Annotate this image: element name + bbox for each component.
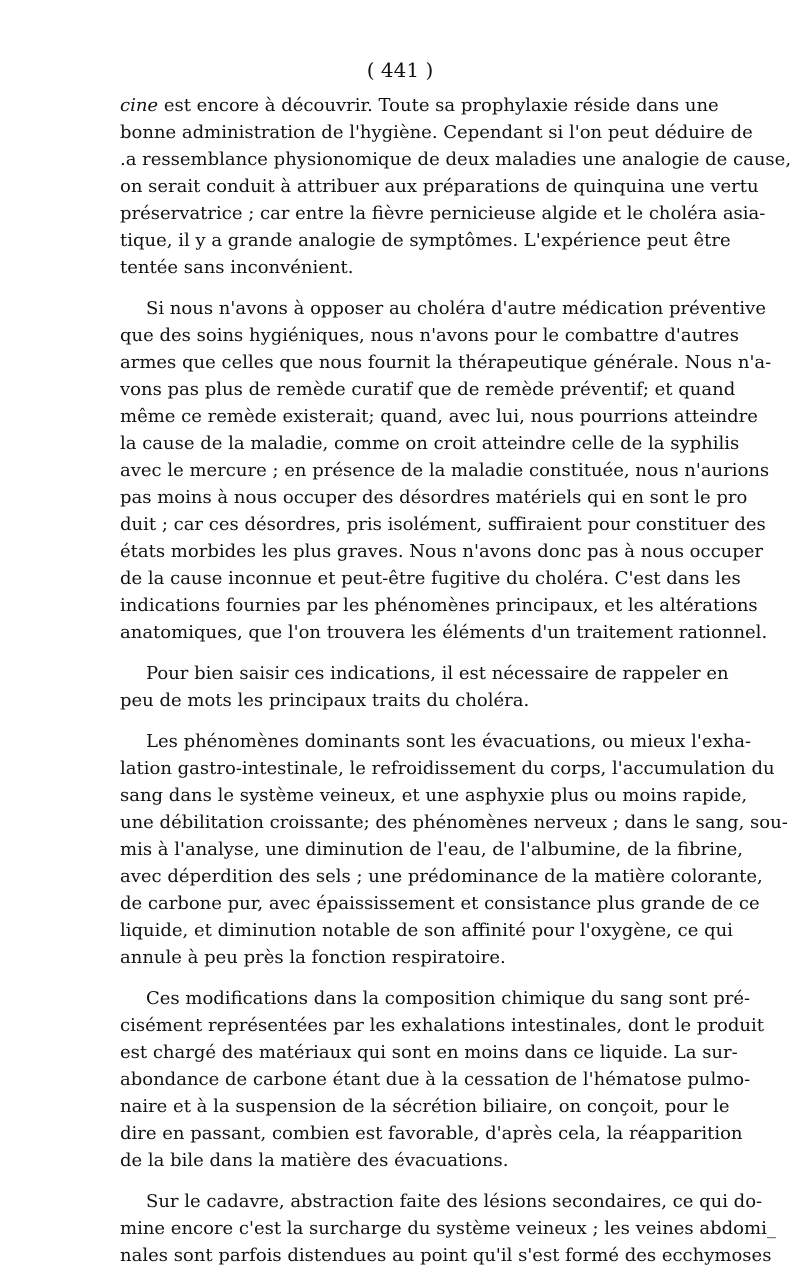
paragraph-5: [120, 985, 764, 1174]
paragraph-line: Pour bien saisir ces indications, il est nécessaire de rappeler en: [146, 663, 729, 684]
paragraph-line: [120, 92, 719, 119]
paragraph-line: de la bile dans la matière des évacuations.: [120, 1150, 509, 1171]
paragraph-line: liquide, et diminution notable de son affinité pour l'oxygène, ce qui: [120, 920, 733, 941]
paragraph-line: lation gastro-intestinale, le refroidissement du corps, l'accumulation du: [120, 758, 775, 779]
paragraph-line: vons pas plus de remède curatif que de remède préventif; et quand: [120, 379, 736, 400]
paragraph-line: peu de mots les principaux traits du choléra.: [120, 690, 530, 711]
paragraph-line: indications fournies par les phénomènes principaux, et les altérations: [120, 595, 758, 616]
paragraph-line: sang dans le système veineux, et une asphyxie plus ou moins rapide,: [120, 785, 748, 806]
paragraph-line: Si nous n'avons à opposer au choléra d'autre médication préventive: [146, 298, 766, 319]
paragraph-4: [120, 728, 788, 971]
page-number: ( 441 ): [366, 58, 434, 82]
paragraph-line: Les phénomènes dominants sont les évacuations, ou mieux l'exha-: [146, 731, 752, 752]
paragraph-line: dire en passant, combien est favorable, d'après cela, la réapparition: [120, 1123, 743, 1144]
paragraph-line: abondance de carbone étant due à la cessation de l'hématose pulmo-: [120, 1069, 751, 1090]
paragraph-line: tique, il y a grande analogie de symptômes. L'expérience peut être: [120, 230, 731, 251]
paragraph-line: .a ressemblance physionomique de deux maladies une analogie de cause,: [120, 149, 792, 170]
paragraph-6: [120, 1188, 776, 1269]
paragraph-line: que des soins hygiéniques, nous n'avons pour le combattre d'autres: [120, 325, 739, 346]
book-page: [120, 56, 792, 1283]
paragraph-line: duit ; car ces désordres, pris isolément, suffiraient pour constituer des: [120, 514, 766, 535]
paragraph-line: une débilitation croissante; des phénomènes nerveux ; dans le sang, sou-: [120, 812, 788, 833]
paragraph-line: mis à l'analyse, une diminution de l'eau, de l'albumine, de la fibrine,: [120, 839, 743, 860]
paragraph-line: états morbides les plus graves. Nous n'avons donc pas à nous occuper: [120, 541, 764, 562]
paragraph-line: avec le mercure ; en présence de la maladie constituée, nous n'aurions: [120, 460, 770, 481]
paragraph-line: tentée sans inconvénient.: [120, 257, 354, 278]
paragraph-line: pas moins à nous occuper des désordres matériels qui en sont le pro: [120, 487, 748, 508]
paragraph-2: [120, 295, 772, 646]
paragraph-line: cisément représentées par les exhalations intestinales, dont le produit: [120, 1015, 764, 1036]
line-text: est encore à découvrir. Toute sa prophylaxie réside dans une: [158, 95, 719, 116]
paragraph-line: de carbone pur, avec épaississement et consistance plus grande de ce: [120, 893, 760, 914]
paragraph-line: de la cause inconnue et peut-être fugitive du choléra. C'est dans les: [120, 568, 741, 589]
paragraph-line: nales sont parfois distendues au point qu'il s'est formé des ecchymoses: [120, 1245, 772, 1266]
paragraph-line: naire et à la suspension de la sécrétion biliaire, on conçoit, pour le: [120, 1096, 730, 1117]
paragraph-line: annule à peu près la fonction respiratoire.: [120, 947, 506, 968]
paragraph-line: Sur le cadavre, abstraction faite des lésions secondaires, ce qui do-: [146, 1191, 763, 1212]
paragraph-line: avec déperdition des sels ; une prédominance de la matière colorante,: [120, 866, 763, 887]
italic-word: cine: [120, 95, 159, 116]
paragraph-3: [120, 660, 729, 714]
paragraph-line: même ce remède existerait; quand, avec lui, nous pourrions atteindre: [120, 406, 758, 427]
paragraph-line: armes que celles que nous fournit la thérapeutique générale. Nous n'a-: [120, 352, 772, 373]
paragraph-line: on serait conduit à attribuer aux préparations de quinquina une vertu: [120, 176, 759, 197]
paragraph-line: Ces modifications dans la composition chimique du sang sont pré-: [146, 988, 751, 1009]
paragraph-line: la cause de la maladie, comme on croit atteindre celle de la syphilis: [120, 433, 740, 454]
paragraph-line: préservatrice ; car entre la fièvre pernicieuse algide et le choléra asia-: [120, 203, 766, 224]
paragraph-line: est chargé des matériaux qui sont en moins dans ce liquide. La sur-: [120, 1042, 738, 1063]
paragraph-line: bonne administration de l'hygiène. Cependant si l'on peut déduire de: [120, 122, 753, 143]
paragraph-line: anatomiques, que l'on trouvera les éléments d'un traitement rationnel.: [120, 622, 768, 643]
paragraph-line: mine encore c'est la surcharge du système veineux ; les veines abdomi_: [120, 1218, 776, 1239]
paragraph-1: [120, 92, 792, 281]
